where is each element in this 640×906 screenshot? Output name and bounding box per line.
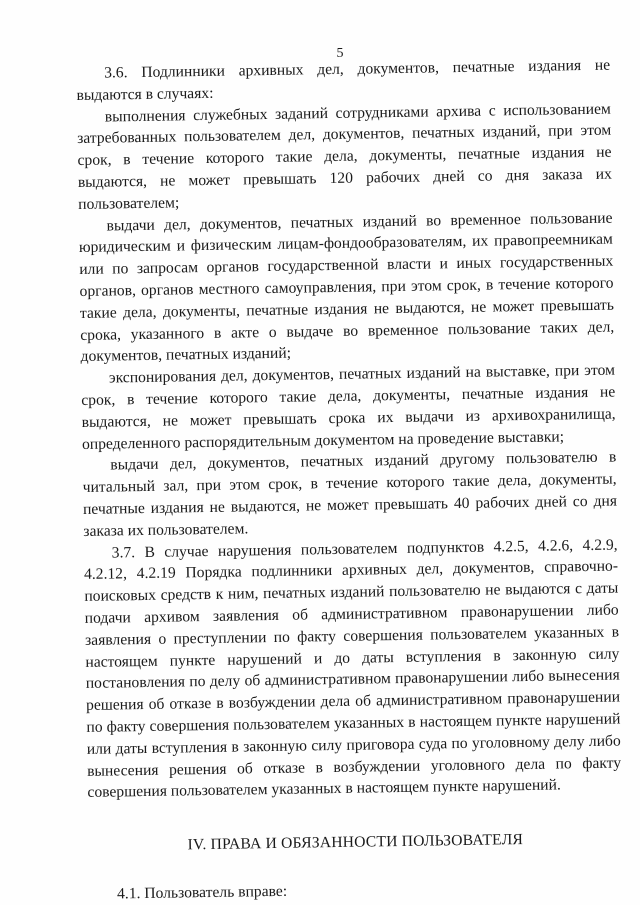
page-number: 5 <box>336 46 344 61</box>
paragraph-service-tasks: выполнения служебных заданий сотрудниками архива с использованием затребованных пользователем дел, документов, печатных изданий, при этом срок, в течение которого такие дела, документы, печатные издания не выдаются, не может превышать 120 рабочих дней со дня заказа их пользователем; <box>77 100 612 213</box>
paragraph-4-1: 4.1. Пользователь вправе: <box>116 882 288 903</box>
document-body <box>76 55 623 906</box>
paragraph-3-6: 3.6. Подлинники архивных дел, документов, печатные издания не выдаются в случаях: <box>76 56 611 104</box>
paragraph-exhibition: экспонирования дел, документов, печатных изданий на выставке, при этом срок, в течение которого такие дела, документы, печатные издания не выдаются, не может превышать срока их выдачи из архивохранилища, определенного распорядительным документом на проведение выставки; <box>81 361 616 453</box>
paragraph-reading-room: выдачи дел, документов, печатных изданий другому пользователю в читальный зал, при этом срок, в течение которого такие дела, документы, печатные издания не выдаются, не может превышать 40 рабочих дней со дня заказа их пользователем. <box>82 448 618 540</box>
paragraph-temporary-use: выдачи дел, документов, печатных изданий во временное пользование юридическим и физическим лицам-фондообразователям, их правопреемникам или по запросам органов государственной власти и иных государственных органов, органов местного самоуправления, при этом срок, в течение которого такие дела, документы, печатные издания не выдаются, не может превышать срока, указанного в акте о выдаче во временное пользование таких дел, документов, печатных изданий; <box>78 209 615 366</box>
paragraph-3-7: 3.7. В случае нарушения пользователем подпунктов 4.2.5, 4.2.6, 4.2.9, 4.2.12, 4.2.19 Порядка подлинники архивных дел, документов, справочно-поисковых средств к ним, печатных изданий пользователю не выдаются с даты подачи архивом заявления об административном правонарушении либо заявления о преступлении по факту совершения пользователем указанных в настоящем пункте нарушений и до даты вступления в законную силу постановления по делу об административном правонарушении либо вынесения решения об отказе в возбуждении дела об административном правонарушении по факту совершения пользователем указанных в настоящем пункте нарушений или даты вступления в законную силу приговора суда по уголовному делу либо вынесения решения об отказе в возбуждении уголовного дела по факту совершения пользователем указанных в настоящем пункте нарушений. <box>83 536 622 802</box>
section-heading: IV. ПРАВА И ОБЯЗАННОСТИ ПОЛЬЗОВАТЕЛЯ <box>187 831 524 854</box>
